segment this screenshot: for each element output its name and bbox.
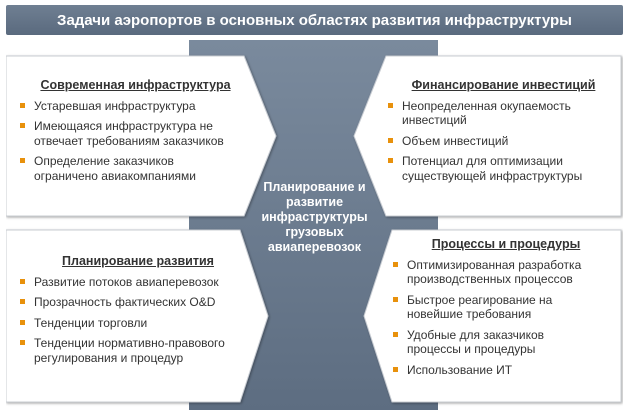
item-text: ограничено авиакомпаниями bbox=[34, 168, 196, 183]
list-item bbox=[386, 99, 621, 128]
bullet-icon bbox=[20, 320, 25, 325]
item-text: Удобные для заказчиков bbox=[407, 327, 545, 342]
bullet-icon bbox=[393, 297, 398, 302]
list-item bbox=[18, 316, 258, 331]
panel-development-planning bbox=[18, 254, 258, 371]
list-item bbox=[18, 119, 253, 148]
item-text: Потенциал для оптимизации bbox=[402, 154, 563, 168]
item-text: Оптимизированная разработка bbox=[407, 257, 582, 272]
item-text: процессы и процедуры bbox=[407, 342, 536, 356]
list-item bbox=[18, 99, 253, 114]
bullet-icon bbox=[388, 138, 393, 143]
list-item bbox=[391, 328, 621, 357]
list-item bbox=[386, 154, 621, 183]
list-item bbox=[391, 293, 621, 322]
bullet-icon bbox=[20, 158, 25, 163]
panel-investment-financing bbox=[386, 78, 621, 189]
list-item bbox=[18, 336, 258, 365]
item-text: Развитие потоков авиаперевозок bbox=[34, 274, 219, 289]
item-text: Неопределенная окупаемость bbox=[402, 98, 571, 113]
panel-processes-procedures bbox=[391, 237, 621, 383]
list-item bbox=[18, 154, 253, 183]
item-text: производственных процессов bbox=[407, 272, 573, 286]
item-text: регулирования и процедур bbox=[34, 350, 184, 365]
item-text: Имеющаяся инфраструктура не bbox=[34, 119, 213, 133]
diagram bbox=[6, 40, 623, 410]
bullet-icon bbox=[20, 340, 25, 345]
center-line: авиаперевозок bbox=[267, 240, 362, 254]
bullet-icon bbox=[20, 123, 25, 128]
list-item bbox=[386, 134, 621, 149]
panel-modern-infrastructure bbox=[18, 78, 253, 189]
list-item bbox=[391, 258, 621, 287]
item-text: отвечает требованиям заказчиков bbox=[34, 133, 224, 148]
page-title: Задачи аэропортов в основных областях развития инфраструктуры bbox=[6, 5, 623, 35]
bullet-icon bbox=[388, 158, 393, 163]
item-text: Использование ИТ bbox=[407, 362, 513, 377]
panel-title: Процессы и процедуры bbox=[431, 237, 581, 251]
item-text: Быстрое реагирование на bbox=[407, 292, 553, 307]
panel-title: Планирование развития bbox=[62, 254, 214, 268]
center-line: инфраструктуры bbox=[261, 210, 368, 224]
bullet-icon bbox=[20, 279, 25, 284]
item-text: Прозрачность фактических O&D bbox=[34, 295, 216, 309]
center-line: грузовых bbox=[285, 225, 344, 239]
bullet-icon bbox=[393, 262, 398, 267]
list-item bbox=[391, 363, 621, 378]
item-text: Объем инвестиций bbox=[402, 133, 509, 148]
item-text: Тенденции нормативно-правового bbox=[34, 336, 225, 350]
bullet-icon bbox=[393, 367, 398, 372]
center-line: Планирование и bbox=[263, 180, 366, 194]
item-text: инвестиций bbox=[402, 113, 467, 127]
list-item bbox=[18, 275, 258, 290]
item-text: существующей инфраструктуры bbox=[402, 168, 583, 183]
item-text: Определение заказчиков bbox=[34, 154, 174, 168]
center-line: развитие bbox=[285, 195, 344, 209]
item-text: Устаревшая инфраструктура bbox=[34, 98, 196, 113]
item-text: Тенденции торговли bbox=[34, 315, 148, 330]
item-text: новейшие требования bbox=[407, 307, 532, 321]
panel-title: Финансирование инвестиций bbox=[411, 78, 596, 92]
bullet-icon bbox=[388, 103, 393, 108]
center-label bbox=[246, 180, 383, 255]
bullet-icon bbox=[393, 332, 398, 337]
bullet-icon bbox=[20, 103, 25, 108]
bullet-icon bbox=[20, 299, 25, 304]
list-item bbox=[18, 295, 258, 310]
panel-title: Современная инфраструктура bbox=[40, 78, 231, 92]
